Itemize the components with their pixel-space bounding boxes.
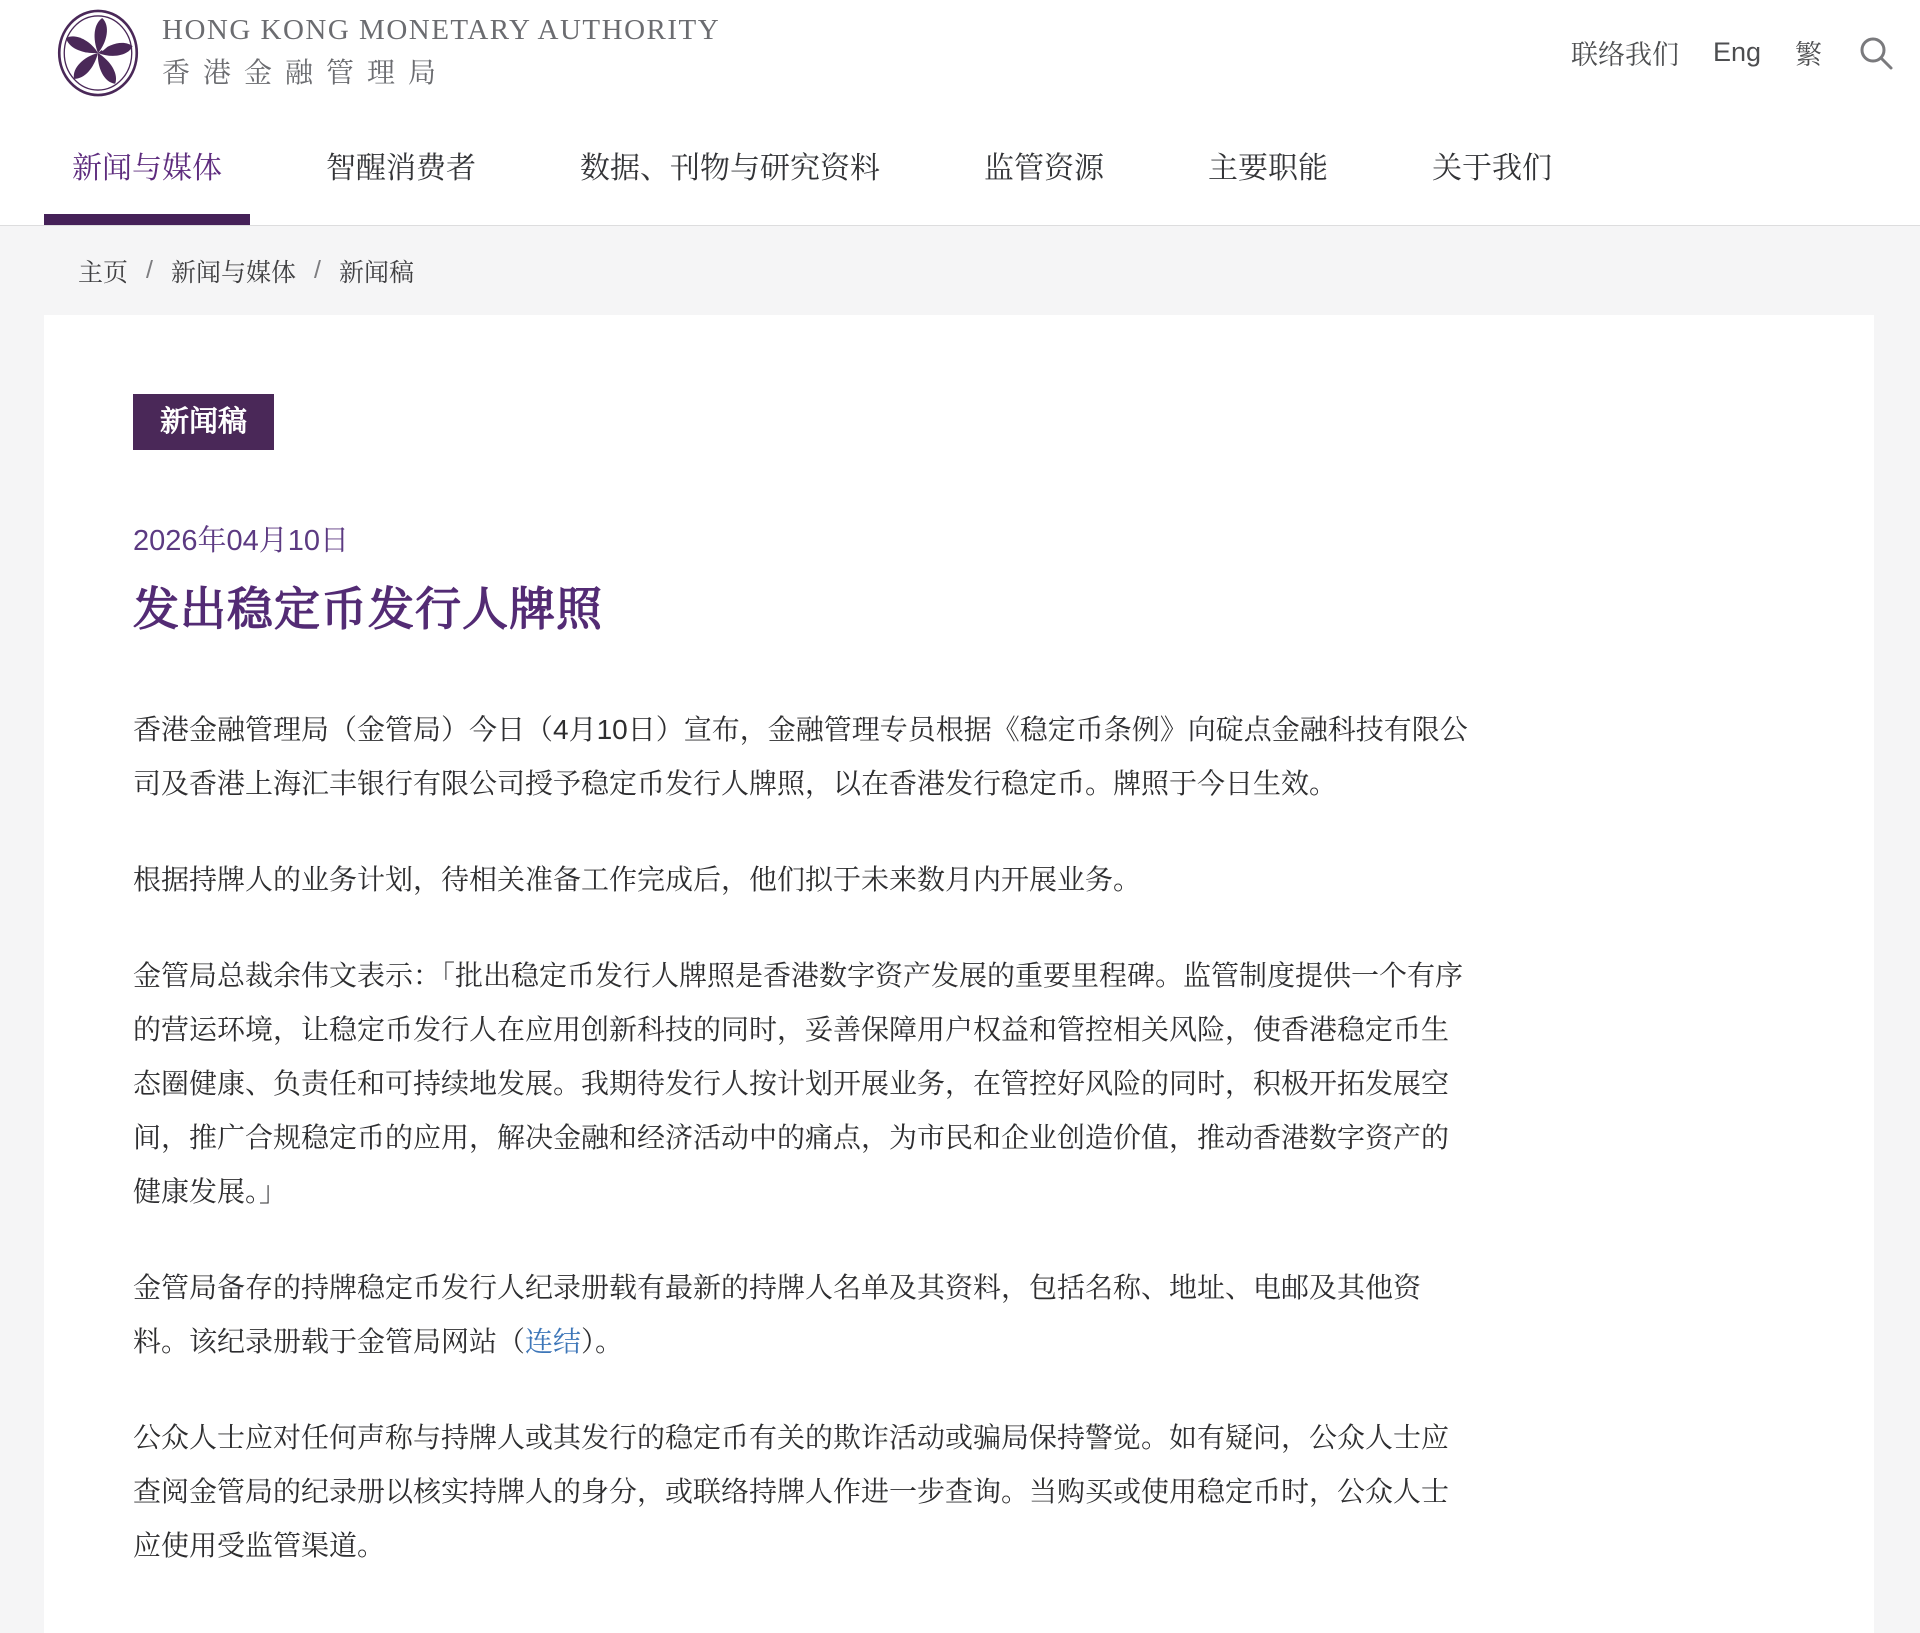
lang-traditional-link[interactable]: 繁 [1795, 40, 1822, 70]
breadcrumb [0, 226, 1920, 315]
paragraph-register [133, 1261, 1468, 1369]
article-date: 2026年04月10日 [133, 525, 350, 557]
article-body [133, 703, 1468, 1573]
content-card [44, 315, 1874, 1633]
nav-item-about-us[interactable]: 关于我们 [1432, 152, 1552, 185]
breadcrumb-separator: / [313, 256, 321, 284]
article-title: 发出稳定币发行人牌照 [133, 583, 603, 635]
brand-logo[interactable] [56, 8, 720, 98]
header-utility [1571, 33, 1896, 73]
page-background [0, 226, 1920, 1633]
nav-item-news-media[interactable]: 新闻与媒体 [44, 105, 250, 225]
nav-item-regulatory-resources[interactable]: 监管资源 [984, 152, 1104, 185]
hkma-bauhinia-logo-icon [56, 8, 140, 98]
breadcrumb-separator: / [146, 256, 153, 284]
main-nav [0, 105, 1920, 226]
org-name-zh: 香港金融管理局 [162, 58, 450, 89]
site-header [0, 0, 1920, 105]
category-badge: 新闻稿 [133, 394, 274, 450]
nav-item-key-functions[interactable]: 主要职能 [1208, 152, 1328, 185]
org-name-en: HONG KONG MONETARY AUTHORITY [162, 14, 721, 46]
nav-item-data-publications-research[interactable]: 数据、刊物与研究资料 [580, 152, 880, 185]
press-release-article [133, 394, 1784, 1573]
nav-item-smart-consumers[interactable]: 智醒消费者 [326, 152, 476, 185]
paragraph-ceo-quote: 金管局总裁余伟文表示：「批出稳定币发行人牌照是香港数字资产发展的重要里程碑。监管制度提供一个有序的营运环境，让稳定币发行人在应用创新科技的同时，妥善保障用户权益和管控相关风险，使香港稳定币生态圈健康、负责任和可持续地发展。我期待发行人按计划开展业务，在管控好风险的同时，积极开拓发展空间，推广合规稳定币的应用，解决金融和经济活动中的痛点，为市民和企业创造价值，推动香港数字资产的健康发展。」 [133, 960, 1464, 1207]
breadcrumb-current-press-release: 新闻稿 [338, 258, 414, 287]
register-link[interactable]: 连结 [525, 1326, 582, 1357]
paragraph-public-warning: 公众人士应对任何声称与持牌人或其发行的稳定币有关的欺诈活动或骗局保持警觉。如有疑问，公众人士应查阅金管局的纪录册以核实持牌人的身分，或联络持牌人作进一步查询。当购买或使用稳定币时，公众人士应使用受监管渠道。 [133, 1422, 1450, 1561]
breadcrumb-news-media[interactable]: 新闻与媒体 [170, 258, 296, 287]
breadcrumb-home[interactable]: 主页 [78, 258, 129, 287]
paragraph-register-text-before: 金管局备存的持牌稳定币发行人纪录册载有最新的持牌人名单及其资料，包括名称、地址、电邮及其他资料。该纪录册载于金管局网站（ [133, 1272, 1422, 1357]
search-icon[interactable] [1856, 33, 1896, 73]
contact-us-link[interactable]: 联络我们 [1570, 40, 1679, 70]
paragraph-register-text-after: ）。 [581, 1326, 624, 1357]
lang-english-link[interactable]: Eng [1712, 37, 1761, 67]
paragraph-business-plan: 根据持牌人的业务计划，待相关准备工作完成后，他们拟于未来数月内开展业务。 [133, 864, 1142, 895]
paragraph-announcement: 香港金融管理局（金管局）今日（4月10日）宣布，金融管理专员根据《稳定币条例》向碇点金融科技有限公司及香港上海汇丰银行有限公司授予稳定币发行人牌照，以在香港发行稳定币。牌照于今日生效。 [133, 714, 1468, 799]
